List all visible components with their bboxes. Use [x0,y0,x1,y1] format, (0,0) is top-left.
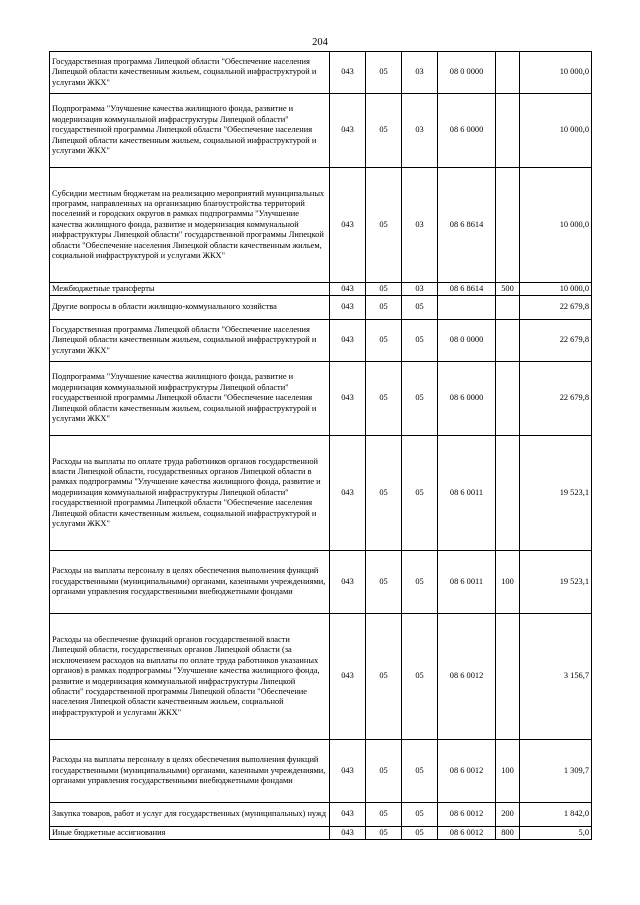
table-row [50,52,592,94]
table-row [50,362,592,436]
row-name: Межбюджетные трансферты [50,283,330,296]
row-name: Субсидии местным бюджетам на реализацию мероприятий муниципальных программ, направленных на организацию благоустройства территорий поселений и городских округов в рамках подпрограммы "Улучшение качества жилищного фонда, развитие и модернизация коммунальной инфраструктуры Липецкой области" государственной программы Липецкой области "Обеспечение населения Липецкой области качественным жильем, социальной инфраструктурой и услугами ЖКХ" [50,168,330,283]
row-admin-code: 043 [330,168,366,283]
row-expense-type: 100 [496,551,520,614]
row-admin-code: 043 [330,320,366,362]
row-target-code: 08 6 0012 [438,614,496,740]
row-subsection: 03 [402,52,438,94]
row-expense-type [496,614,520,740]
row-name: Государственная программа Липецкой области "Обеспечение населения Липецкой области качественным жильем, социальной инфраструктурой и услугами ЖКХ" [50,52,330,94]
row-section: 05 [366,740,402,803]
row-target-code: 08 6 0000 [438,94,496,168]
row-admin-code: 043 [330,283,366,296]
table-row [50,551,592,614]
row-name: Расходы на выплаты персоналу в целях обеспечения выполнения функций государственными (муниципальными) органами, казенными учреждениями, органами управления государственными внебюджетными фондами [50,551,330,614]
row-name: Подпрограмма "Улучшение качества жилищного фонда, развитие и модернизация коммунальной инфраструктуры Липецкой области" государственной программы Липецкой области "Обеспечение населения Липецкой области качественным жильем, социальной инфраструктурой и услугами ЖКХ" [50,94,330,168]
row-subsection: 05 [402,436,438,551]
row-name: Расходы на выплаты по оплате труда работников органов государственной власти Липецкой области, государственных органов Липецкой области в рамках подпрограммы "Улучшение качества жилищного фонда, развитие и модернизация коммунальной инфраструктуры Липецкой области" государственной программы Липецкой области "Обеспечение населения Липецкой области качественным жильем, социальной инфраструктурой и услугами ЖКХ" [50,436,330,551]
table-row [50,740,592,803]
row-name: Другие вопросы в области жилищно-коммунального хозяйства [50,296,330,320]
row-subsection: 05 [402,614,438,740]
row-admin-code: 043 [330,827,366,840]
row-amount: 22 679,8 [520,320,592,362]
row-name: Расходы на выплаты персоналу в целях обеспечения выполнения функций государственными (муниципальными) органами, казенными учреждениями, органами управления государственными внебюджетными фондами [50,740,330,803]
row-target-code: 08 0 0000 [438,52,496,94]
row-admin-code: 043 [330,614,366,740]
row-subsection: 05 [402,296,438,320]
row-target-code: 08 6 0012 [438,827,496,840]
row-subsection: 03 [402,283,438,296]
row-subsection: 05 [402,320,438,362]
row-section: 05 [366,94,402,168]
row-expense-type [496,320,520,362]
row-amount: 10 000,0 [520,52,592,94]
row-target-code: 08 6 0011 [438,551,496,614]
row-amount: 19 523,1 [520,551,592,614]
row-target-code: 08 6 0000 [438,362,496,436]
row-expense-type [496,362,520,436]
row-section: 05 [366,296,402,320]
row-target-code: 08 6 0011 [438,436,496,551]
row-target-code: 08 6 0012 [438,803,496,827]
row-admin-code: 043 [330,740,366,803]
row-target-code [438,296,496,320]
row-expense-type: 500 [496,283,520,296]
row-section: 05 [366,283,402,296]
row-expense-type [496,296,520,320]
row-expense-type [496,436,520,551]
row-expense-type: 200 [496,803,520,827]
row-admin-code: 043 [330,52,366,94]
row-admin-code: 043 [330,94,366,168]
row-subsection: 05 [402,551,438,614]
row-amount: 3 156,7 [520,614,592,740]
row-admin-code: 043 [330,803,366,827]
row-section: 05 [366,436,402,551]
row-subsection: 03 [402,168,438,283]
row-target-code: 08 6 8614 [438,283,496,296]
budget-table [49,51,592,840]
table-row [50,283,592,296]
row-subsection: 05 [402,362,438,436]
row-admin-code: 043 [330,551,366,614]
row-section: 05 [366,168,402,283]
row-expense-type: 100 [496,740,520,803]
table-row [50,296,592,320]
row-expense-type [496,168,520,283]
row-target-code: 08 6 8614 [438,168,496,283]
row-target-code: 08 0 0000 [438,320,496,362]
row-amount: 22 679,8 [520,362,592,436]
row-section: 05 [366,362,402,436]
row-amount: 10 000,0 [520,168,592,283]
row-amount: 5,0 [520,827,592,840]
row-section: 05 [366,320,402,362]
row-target-code: 08 6 0012 [438,740,496,803]
row-expense-type: 800 [496,827,520,840]
row-admin-code: 043 [330,296,366,320]
table-row [50,168,592,283]
row-amount: 10 000,0 [520,94,592,168]
row-section: 05 [366,803,402,827]
row-name: Государственная программа Липецкой области "Обеспечение населения Липецкой области качественным жильем, социальной инфраструктурой и услугами ЖКХ" [50,320,330,362]
row-subsection: 05 [402,740,438,803]
row-amount: 10 000,0 [520,283,592,296]
row-section: 05 [366,827,402,840]
table-row [50,320,592,362]
row-subsection: 05 [402,803,438,827]
row-name: Иные бюджетные ассигнования [50,827,330,840]
row-amount: 19 523,1 [520,436,592,551]
row-admin-code: 043 [330,362,366,436]
table-row [50,614,592,740]
row-section: 05 [366,614,402,740]
row-section: 05 [366,52,402,94]
row-admin-code: 043 [330,436,366,551]
row-name: Расходы на обеспечение функций органов государственной власти Липецкой области, государственных органов Липецкой области (за исключением расходов на выплаты по оплате труда работников указанных органов) в рамках подпрограммы "Улучшение качества жилищного фонда, развитие и модернизация коммунальной инфраструктуры Липецкой области" государственной программы Липецкой области "Обеспечение населения Липецкой области качественным жильем, социальной инфраструктурой и услугами ЖКХ" [50,614,330,740]
table-row [50,827,592,840]
row-amount: 1 309,7 [520,740,592,803]
row-section: 05 [366,551,402,614]
row-subsection: 05 [402,827,438,840]
row-name: Подпрограмма "Улучшение качества жилищного фонда, развитие и модернизация коммунальной инфраструктуры Липецкой области" государственной программы Липецкой области "Обеспечение населения Липецкой области качественным жильем, социальной инфраструктурой и услугами ЖКХ" [50,362,330,436]
row-name: Закупка товаров, работ и услуг для государственных (муниципальных) нужд [50,803,330,827]
row-amount: 1 842,0 [520,803,592,827]
row-expense-type [496,94,520,168]
table-row [50,436,592,551]
row-amount: 22 679,8 [520,296,592,320]
row-expense-type [496,52,520,94]
table-row [50,803,592,827]
page-number: 204 [312,37,328,48]
row-subsection: 03 [402,94,438,168]
table-row [50,94,592,168]
